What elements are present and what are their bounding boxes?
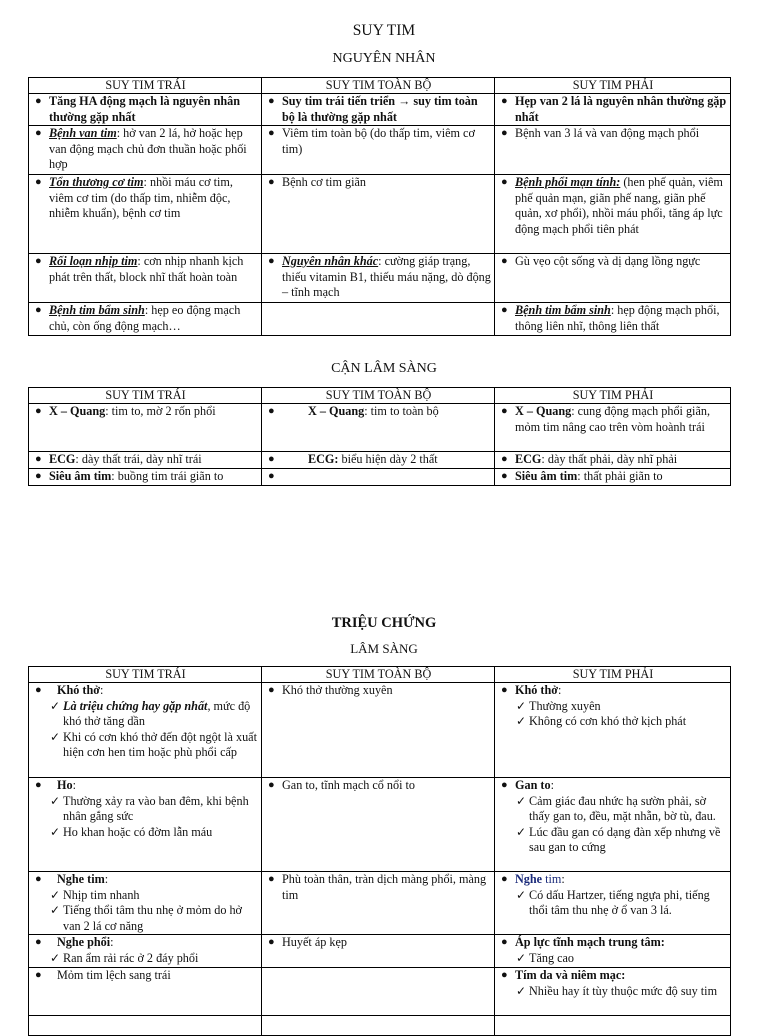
causes-table	[28, 77, 731, 336]
table-cell	[29, 1016, 262, 1036]
table-cell: ● Mỏm tim lệch sang trái	[29, 968, 262, 1016]
table-cell: ● Khó thở thường xuyên	[262, 683, 495, 778]
table-cell: ● Bệnh tim bẩm sinh: hẹp eo động mạch chủ, còn ống động mạch…	[29, 303, 262, 336]
table-cell	[262, 1016, 495, 1036]
table-cell: ● Khó thở: ✓ Là triệu chứng hay gặp nhất, mức độ khó thở tăng dần ✓ Khi có cơn khó thở đến đột ngột là xuất hiện cơn hen tim hoặc phù phổi cấp	[29, 683, 262, 778]
table-cell: ● Rối loạn nhịp tim: cơn nhịp nhanh kịch phát trên thất, block nhĩ thất hoàn toàn	[29, 254, 262, 303]
table-cell: ● Bệnh cơ tim giãn	[262, 175, 495, 254]
table-cell: ● Nghe phổi: ✓ Ran ẩm rải rác ở 2 đáy phổi	[29, 935, 262, 968]
col-header-left: SUY TIM TRÁI	[29, 388, 262, 404]
paraclinical-table	[28, 387, 731, 486]
table-cell: ● Bệnh phổi mạn tính: (hen phế quản, viêm phế quản mạn, giãn phế nang, giãn phế quản, xơ phổi), nhồi máu phổi, tăng áp lực động mạch phổi tiên phát	[495, 175, 731, 254]
col-header-total: SUY TIM TOÀN BỘ	[262, 388, 495, 404]
clinical-table	[28, 666, 731, 1036]
section-heading-clinical: LÂM SÀNG	[350, 641, 418, 656]
table-cell: ● X – Quang: cung động mạch phổi giãn, mỏm tim nâng cao trên vòm hoành trái	[495, 404, 731, 452]
table-cell	[495, 1016, 731, 1036]
page-title: SUY TIM	[352, 22, 416, 39]
col-header-left: SUY TIM TRÁI	[29, 78, 262, 94]
table-cell: ● X – Quang: tim to toàn bộ	[262, 404, 495, 452]
table-cell: ● Nguyên nhân khác: cường giáp trạng, thiếu vitamin B1, thiếu máu nặng, dò động – tĩnh mạch	[262, 254, 495, 303]
col-header-total: SUY TIM TOÀN BỘ	[262, 78, 495, 94]
table-cell: ● Siêu âm tim: thất phải giãn to	[495, 469, 731, 486]
section-heading-causes: NGUYÊN NHÂN	[332, 51, 436, 66]
table-cell: ● Gan to: ✓ Cảm giác đau nhức hạ sườn phải, sờ thấy gan to, đều, mặt nhẵn, bờ tù, đau. ✓ Lúc đầu gan có dạng đàn xếp nhưng về sau gan to cứng	[495, 778, 731, 872]
table-cell	[262, 968, 495, 1016]
table-cell: ● Khó thở: ✓ Thường xuyên ✓ Không có cơn khó thở kịch phát	[495, 683, 731, 778]
table-cell: ● Tím da và niêm mạc: ✓ Nhiều hay ít tùy thuộc mức độ suy tim	[495, 968, 731, 1016]
table-cell: ● Bệnh van tim: hở van 2 lá, hở hoặc hẹp van động mạch chủ đơn thuần hoặc phối hợp	[29, 126, 262, 175]
table-cell: ● Bệnh tim bẩm sinh: hẹp động mạch phổi, thông liên nhĩ, thông liên thất	[495, 303, 731, 336]
col-header-right: SUY TIM PHẢI	[495, 667, 731, 683]
col-header-left: SUY TIM TRÁI	[29, 667, 262, 683]
table-cell: ●	[262, 469, 495, 486]
table-cell: ● Suy tim trái tiến triển → suy tim toàn bộ là thường gặp nhất	[262, 94, 495, 126]
col-header-total: SUY TIM TOÀN BỘ	[262, 667, 495, 683]
table-cell: ● X – Quang: tim to, mờ 2 rốn phổi	[29, 404, 262, 452]
table-cell: ● Bệnh van 3 lá và van động mạch phổi	[495, 126, 731, 175]
table-cell: ● Phù toàn thân, tràn dịch màng phổi, màng tim	[262, 872, 495, 935]
table-cell: ● ECG: dày thất trái, dày nhĩ trái	[29, 452, 262, 469]
col-header-right: SUY TIM PHẢI	[495, 78, 731, 94]
table-cell: ● Viêm tim toàn bộ (do thấp tim, viêm cơ tim)	[262, 126, 495, 175]
table-cell: ● ECG: biểu hiện dày 2 thất	[262, 452, 495, 469]
table-cell: ● Áp lực tĩnh mạch trung tâm: ✓ Tăng cao	[495, 935, 731, 968]
section-heading-paraclinical: CẬN LÂM SÀNG	[331, 361, 437, 376]
table-cell	[262, 303, 495, 336]
table-cell: ● Ho: ✓ Thường xảy ra vào ban đêm, khi bệnh nhân gắng sức ✓ Ho khan hoặc có đờm lẫn máu	[29, 778, 262, 872]
table-cell: ● Hẹp van 2 lá là nguyên nhân thường gặp nhất	[495, 94, 731, 126]
table-cell: ● Gan to, tĩnh mạch cổ nổi to	[262, 778, 495, 872]
section-title-symptoms: TRIỆU CHỨNG	[331, 615, 437, 631]
table-cell: ● Nghe tim: ✓ Nhịp tim nhanh ✓ Tiếng thổi tâm thu nhẹ ở mỏm do hở van 2 lá cơ năng	[29, 872, 262, 935]
table-cell: ● Gù vẹo cột sống và dị dạng lồng ngực	[495, 254, 731, 303]
table-cell: ● Tăng HA động mạch là nguyên nhân thường gặp nhất	[29, 94, 262, 126]
col-header-right: SUY TIM PHẢI	[495, 388, 731, 404]
table-cell: ● ECG: dày thất phải, dày nhĩ phải	[495, 452, 731, 469]
table-cell: ● Huyết áp kẹp	[262, 935, 495, 968]
table-cell: ● Siêu âm tim: buồng tim trái giãn to	[29, 469, 262, 486]
table-cell: ● Tổn thương cơ tim: nhồi máu cơ tim, viêm cơ tim (do thấp tim, nhiễm độc, nhiễm khuẩn), bệnh cơ tim	[29, 175, 262, 254]
table-cell: ● Nghe tim: ✓ Có dấu Hartzer, tiếng ngựa phi, tiếng thổi tâm thu nhẹ ở ổ van 3 lá.	[495, 872, 731, 935]
